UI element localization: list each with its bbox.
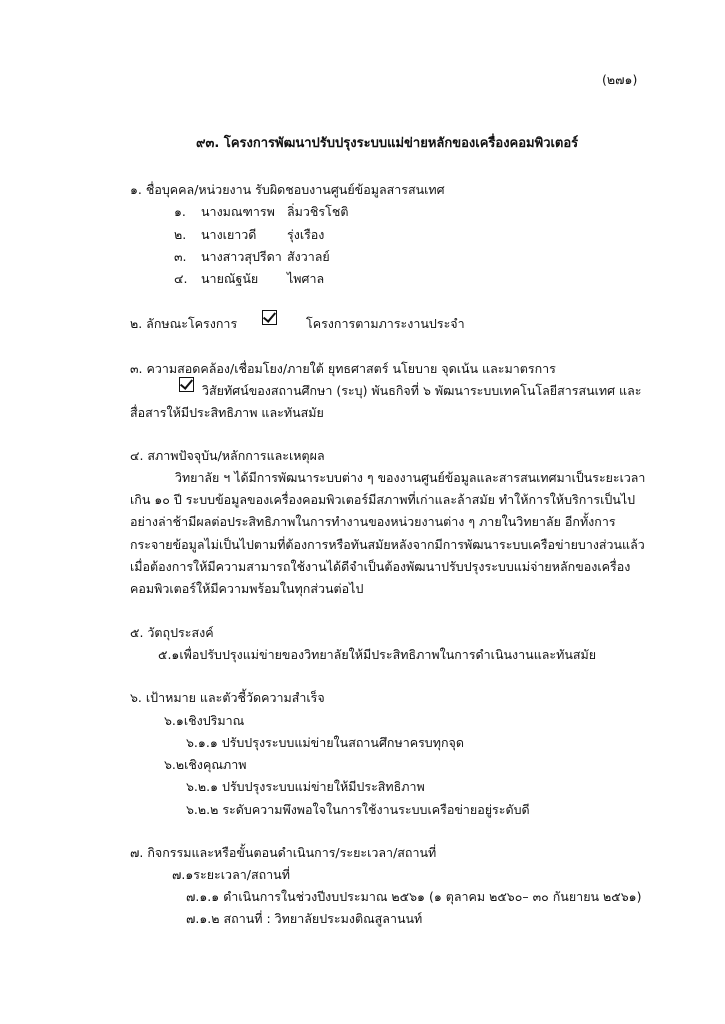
person-4-number: ๔. xyxy=(174,271,188,286)
document-title: ๙๓. โครงการพัฒนาปรับปรุงระบบแม่ข่ายหลักของเครื่องคอมพิวเตอร์ xyxy=(196,136,579,151)
section-3-line-1: วิสัยทัศน์ของสถานศึกษา (ระบุ) พันธกิจที่ ๖ พัฒนาระบบเทคโนโลยีสารสนเทศ และ xyxy=(202,383,642,398)
schedule-item-1: ๗.๑.๑ ดำเนินการในช่วงปีงบประมาณ ๒๕๖๑ (๑ ตุลาคม ๒๕๖๐– ๓๐ กันยายน ๒๕๖๑) xyxy=(186,889,642,904)
quantitative-item: ๖.๑.๑ ปรับปรุงระบบแม่ข่ายในสถานศึกษาครบทุกจุด xyxy=(186,735,464,750)
section-1-heading: ๑. ชื่อบุคคล/หน่วยงาน รับผิดชอบงานศูนย์ข้อมูลสารสนเทศ xyxy=(130,182,445,197)
qualitative-heading: ๖.๒เชิงคุณภาพ xyxy=(164,757,247,772)
section-7-heading: ๗. กิจกรรมและหรือขั้นตอนดำเนินการ/ระยะเวลา/สถานที่ xyxy=(130,845,437,860)
section-4-line-3: อย่างล่าช้ามีผลต่อประสิทธิภาพในการทำงานของหน่วยงานต่าง ๆ ภายในวิทยาลัย อีกทั้งการ xyxy=(130,514,616,529)
section-4-line-4: กระจายข้อมูลไม่เป็นไปตามที่ต้องการหรือทันสมัยหลังจากมีการพัฒนาระบบเครือข่ายบางส่วนแล้ว xyxy=(130,537,645,552)
section-4-line-2: เกิน ๑๐ ปี ระบบข้อมูลของเครื่องคอมพิวเตอร์มีสภาพที่เก่าและล้าสมัย ทำให้การให้บริการเป็นไป xyxy=(130,492,636,507)
schedule-heading: ๗.๑ระยะเวลา/สถานที่ xyxy=(172,867,290,882)
person-3-first-name: นางสาวสุปรีดา xyxy=(201,249,282,264)
section-4-line-5: เมื่อต้องการให้มีความสามารถใช้งานได้ดีจำเป็นต้องพัฒนาปรับปรุงระบบแม่จ่ายหลักของเครื่อง xyxy=(130,559,631,574)
page-number: (๒๗๑) xyxy=(602,72,638,87)
project-type-label: โครงการตามภาระงานประจำ xyxy=(306,316,465,331)
person-2-number: ๒. xyxy=(174,227,187,242)
person-1-last-name: ลิ่มวชิรโชติ xyxy=(287,204,349,219)
section-3-heading: ๓. ความสอดคล้อง/เชื่อมโยง/ภายใต้ ยุทธศาสตร์ นโยบาย จุดเน้น และมาตรการ xyxy=(130,361,556,376)
objective-item: ๕.๑เพื่อปรับปรุงแม่ข่ายของวิทยาลัยให้มีประสิทธิภาพในการดำเนินงานและทันสมัย xyxy=(158,647,597,662)
section-3-line-2: สื่อสารให้มีประสิทธิภาพ และทันสมัย xyxy=(130,405,324,420)
person-3-last-name: สังวาลย์ xyxy=(287,249,330,264)
section-6-heading: ๖. เป้าหมาย และตัวชี้วัดความสำเร็จ xyxy=(130,690,325,705)
person-1-number: ๑. xyxy=(174,204,186,219)
section-2-heading: ๒. ลักษณะโครงการ xyxy=(130,316,238,331)
person-4-first-name: นายณัฐนัย xyxy=(201,271,259,286)
qualitative-item-2: ๖.๒.๒ ระดับความพึงพอใจในการใช้งานระบบเครือข่ายอยู่ระดับดี xyxy=(186,802,530,817)
person-4-last-name: ไพศาล xyxy=(287,271,325,286)
section-4-line-1: วิทยาลัย ฯ ได้มีการพัฒนาระบบต่าง ๆ ของงานศูนย์ข้อมูลและสารสนเทศมาเป็นระยะเวลา xyxy=(175,470,646,485)
quantitative-heading: ๖.๑เชิงปริมาณ xyxy=(164,713,245,728)
qualitative-item-1: ๖.๒.๑ ปรับปรุงระบบแม่ข่ายให้มีประสิทธิภาพ xyxy=(186,779,425,794)
section-5-heading: ๕. วัตถุประสงค์ xyxy=(130,625,214,640)
person-3-number: ๓. xyxy=(174,249,187,264)
person-1-first-name: นางมณฑารพ xyxy=(201,204,275,219)
project-type-checkbox-icon xyxy=(262,310,277,325)
person-2-first-name: นางเยาวดี xyxy=(201,227,257,242)
section-4-line-6: คอมพิวเตอร์ให้มีความพร้อมในทุกส่วนต่อไป xyxy=(130,581,364,596)
person-2-last-name: รุ่งเรือง xyxy=(287,227,325,242)
section-4-heading: ๔. สภาพปัจจุบัน/หลักการและเหตุผล xyxy=(130,448,325,463)
vision-checkbox-icon xyxy=(179,377,194,392)
schedule-item-2: ๗.๑.๒ สถานที่ : วิทยาลัยประมงติณสูลานนท์ xyxy=(186,911,423,926)
